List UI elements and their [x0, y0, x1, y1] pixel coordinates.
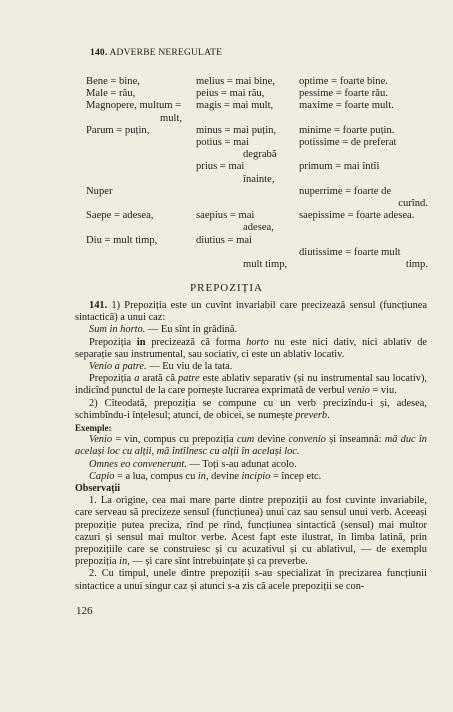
latin-example: Venio a patre.	[89, 361, 147, 373]
observation-1	[75, 495, 427, 568]
table-cell: Parum = puțin,	[86, 124, 150, 136]
table-cell: peius = mai rău,	[196, 88, 265, 100]
chapter-title: PREPOZIȚIA	[190, 282, 263, 294]
table-cell: potius = mai	[196, 137, 250, 148]
latin-example: Sum in horto.	[89, 324, 146, 336]
text-span: este ablativ separativ (și nu instrumental sau locativ), indicînd punctul de la care pornește lucrarea exprimată de verbul	[75, 373, 427, 397]
table-cell: Nuper	[86, 185, 113, 197]
emphasis: preverb	[295, 409, 328, 421]
text-span: precizează că forma	[145, 336, 247, 348]
table-cell: diutius = mai	[196, 234, 252, 246]
table-cell: maxime = foarte mult.	[299, 100, 394, 112]
table-cell: diutissime = foarte mult	[299, 246, 401, 258]
table-cell: Saepe = adesea,	[86, 210, 154, 222]
emphasis: venio	[347, 385, 370, 397]
emphasis: mă duc în același loc cu alții, mă întîlnesc cu alții în același loc.	[75, 434, 427, 458]
table-cell: mult,	[160, 112, 183, 124]
emphasis: convenio	[288, 434, 326, 446]
examples-label: Exemple:	[75, 423, 112, 434]
example-line	[75, 471, 427, 483]
table-cell: melius = mai bine,	[196, 76, 275, 87]
table-cell: nuperrime = foarte de	[299, 185, 392, 197]
text-span: devine	[254, 434, 289, 446]
observations-heading: Observații	[75, 483, 120, 495]
table-cell: saepissime = foarte adesea.	[299, 210, 415, 222]
table-cell: înainte,	[243, 173, 275, 185]
paragraph	[75, 373, 427, 397]
text-span: — Toți s-au adunat acolo.	[186, 458, 297, 470]
table-cell: Male = rău,	[86, 88, 136, 100]
table-cell: Bene = bine,	[86, 76, 140, 87]
paragraph-text: 1) Prepoziția este un cuvînt invariabil care precizează sensul (funcțiunea sintactică) a unui caz:	[75, 300, 427, 324]
emphasis: Capio	[89, 470, 115, 482]
table-cell: mult timp,	[243, 259, 288, 270]
text-span: Prepoziția	[89, 373, 135, 385]
text-span: 1. La origine, cea mai mare parte dintre prepoziții au fost cuvinte invariabile, care serveau să precizeze sensul (funcțiunea) unui caz sau sensul unui verb. Aceeași prepoziție putea preciza, rînd pe rînd, funcțiunea sintactică (sensul) mai multor cazuri și sensul mai multor verbe. Acest fapt este ilustrat, în limba latină, prin prepozițiile care se construiesc și cu acuzativul și cu ablativul, — de exemplu prepoziția	[75, 495, 427, 568]
paragraph	[75, 337, 427, 361]
table-cell: minus = mai puțin,	[196, 124, 277, 136]
text-span: = vin, compus cu prepoziția	[112, 434, 237, 446]
translation: — Eu viu de la tata.	[146, 361, 233, 373]
page-number: 126	[76, 605, 93, 617]
text-span: 2) Cîteodată, prepoziția se compune cu un verb precizîndu-i și, adesea, schimbîndu-i înțelesul; atunci, de obicei, se numește	[75, 397, 427, 421]
emphasis: patre	[178, 373, 200, 385]
example-line	[75, 361, 427, 373]
paragraph-141	[75, 300, 427, 324]
table-cell: degrabă	[243, 149, 277, 161]
section-header	[90, 48, 222, 58]
text-span: Prepoziția	[89, 336, 137, 348]
table-cell: primum = mai întîi	[299, 161, 380, 173]
emphasis: Venio	[89, 434, 113, 446]
emphasis: a	[134, 373, 140, 385]
text-span: = a lua, compus cu	[114, 470, 198, 482]
emphasis: in	[119, 556, 128, 568]
paragraph-number: 141.	[89, 300, 108, 311]
table-cell: timp.	[405, 259, 428, 270]
text-span: .	[327, 409, 330, 421]
text-span: arată că	[139, 373, 179, 385]
observation-2: 2. Cu timpul, unele dintre prepoziții s-au specializat în precizarea funcțiunii sintactice a unui singur caz și atunci s-a zis că acele prepoziții se con-	[75, 568, 427, 592]
table-cell: curînd.	[398, 198, 428, 209]
text-span: și înseamnă:	[325, 434, 385, 446]
table-cell: Magnopere, multum =	[86, 100, 182, 112]
translation: — Eu sînt în grădină.	[145, 324, 238, 336]
table-cell: minime = foarte puțin.	[299, 124, 395, 136]
table-cell: prius = mai	[196, 161, 245, 173]
section-title: ADVERBE NEREGULATE	[109, 48, 223, 58]
example-line	[75, 434, 427, 458]
example-line	[75, 324, 427, 336]
emphasis: Omnes eo convenerunt.	[89, 458, 187, 470]
table-cell: potissime = de preferat	[299, 137, 397, 148]
text-span: , devine	[205, 470, 242, 482]
text-span: = încep etc.	[270, 470, 322, 482]
table-cell: optime = foarte bine.	[299, 76, 388, 87]
table-cell: adesea,	[243, 222, 274, 234]
section-number: 140.	[90, 48, 108, 58]
table-cell: saepius = mai	[196, 210, 255, 222]
emphasis: horto	[246, 336, 269, 348]
text-span: = viu.	[369, 385, 397, 397]
example-line	[75, 459, 427, 471]
paragraph	[75, 398, 427, 422]
emphasis: cum	[236, 434, 255, 446]
emphasis: incipio	[241, 470, 271, 482]
table-cell: pessime = foarte rău.	[299, 88, 388, 100]
emphasis: in	[136, 336, 146, 348]
emphasis: in	[197, 470, 206, 482]
text-span: , — și care sînt întrebuințate și ca preverbe.	[127, 556, 308, 568]
table-cell: magis = mai mult,	[196, 100, 274, 112]
main-text	[75, 300, 427, 593]
text-span: nu este nici dativ, nici ablativ de separație sau instrumental, sau sociativ, ci este un ablativ locativ.	[75, 336, 428, 360]
table-cell: Diu = mult timp,	[86, 234, 158, 246]
